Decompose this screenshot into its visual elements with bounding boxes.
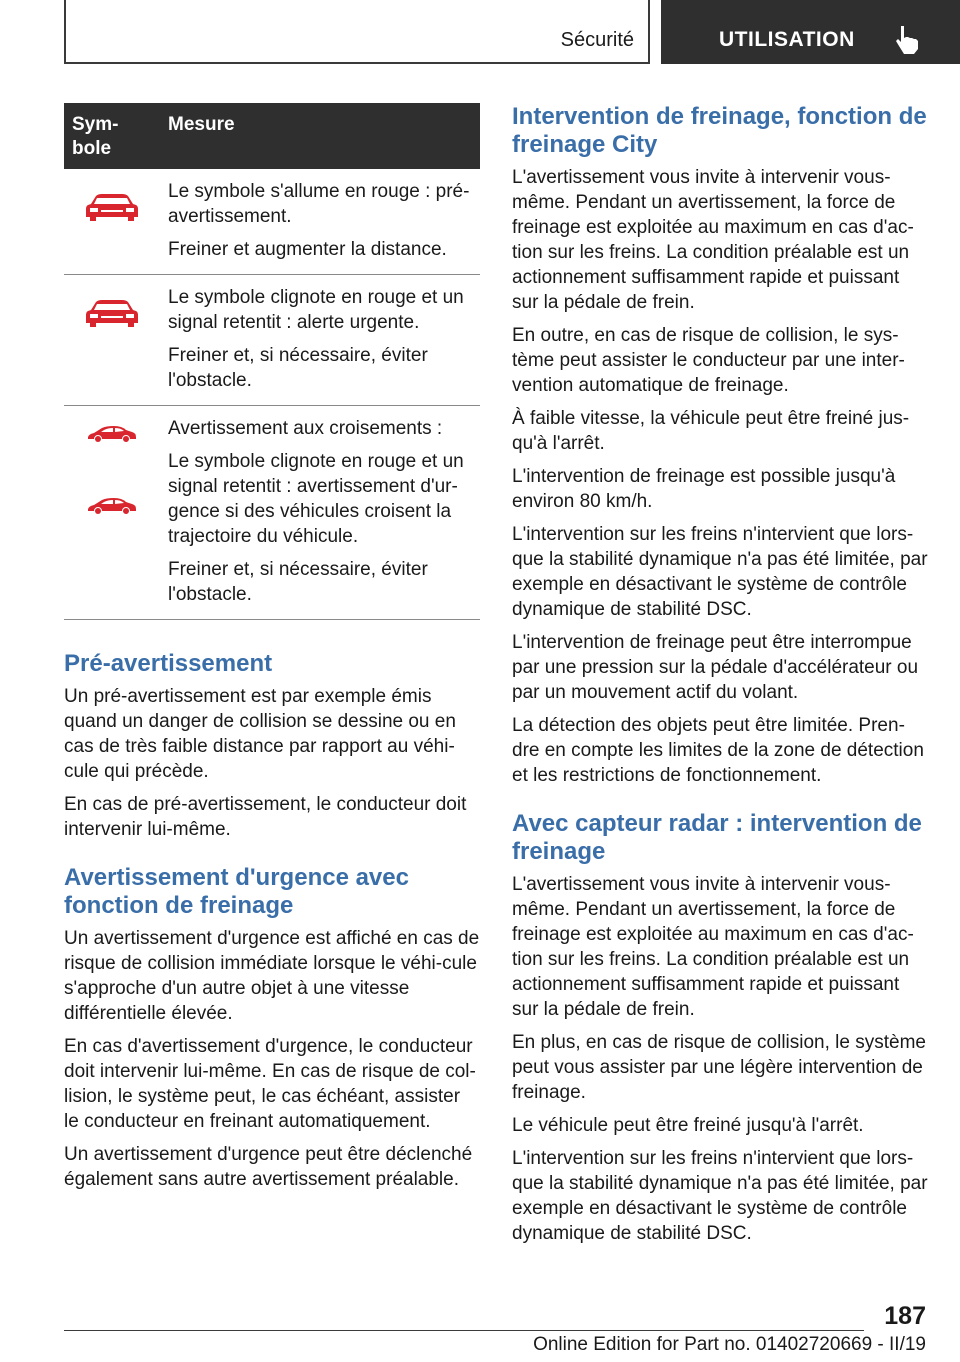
section-heading-urgent-warning: Avertissement d'urgence avec fonction de freinage	[64, 864, 409, 919]
table-header-row	[64, 103, 480, 169]
section-heading-pre-warning: Pré-avertissement	[64, 650, 273, 677]
table-row	[64, 406, 480, 620]
paragraph: En outre, en cas de risque de collision, le sys-tème peut assister le conducteur par une inter-vention automatique de freinage.	[512, 325, 905, 396]
table-cell-symbol	[64, 275, 160, 406]
table-header-symbol: Sym- bole	[64, 103, 160, 169]
paragraph: Le véhicule peut être freiné jusqu'à l'arrêt.	[512, 1115, 864, 1136]
paragraph: Un avertissement d'urgence peut être déclenché également sans autre avertissement préalable.	[64, 1144, 473, 1190]
page-number: 187	[884, 1302, 926, 1330]
table-cell-measure	[160, 275, 480, 406]
symbol-table	[64, 103, 480, 620]
table-cell-measure	[160, 169, 480, 275]
red-car-icon	[84, 193, 140, 223]
red-car-side-icon	[86, 496, 138, 516]
paragraph: L'intervention sur les freins n'intervient que lors-que la stabilité dynamique n'a pas été limitée, par exemple en désactivant le système de contrôle dynamique de stabilité DSC.	[512, 1148, 928, 1244]
table-row	[64, 275, 480, 406]
header-chapter-box	[661, 0, 960, 64]
section-heading-city-braking: Intervention de freinage, fonction de freinage City	[512, 103, 927, 158]
paragraph: Un avertissement d'urgence est affiché en cas de risque de collision immédiate lorsque le véhi-cule s'approche d'un autre objet à une vitesse différentielle élevée.	[64, 928, 480, 1024]
paragraph: En cas d'avertissement d'urgence, le conducteur doit intervenir lui-même. En cas de risque de col-lision, le système peut, le cas échéant, assister le conducteur en freinant automatiquement.	[64, 1036, 476, 1132]
measure-text: Freiner et, si nécessaire, éviter l'obstacle.	[168, 345, 428, 391]
paragraph: La détection des objets peut être limitée. Pren-dre en compte les limites de la zone de détection et les restrictions de fonctionnement.	[512, 715, 924, 786]
measure-text: Le symbole clignote en rouge et un signal retentit : avertissement d'ur-gence si des véhicules croisent la trajectoire du véhicule.	[168, 451, 464, 547]
paragraph: À faible vitesse, la véhicule peut être freiné jus-qu'à l'arrêt.	[512, 408, 910, 454]
table-cell-symbol	[64, 406, 160, 620]
measure-text: Le symbole s'allume en rouge : pré-avertissement.	[168, 181, 470, 227]
paragraph: L'intervention de freinage peut être interrompue par une pression sur la pédale d'accélérateur ou par un mouvement actif du volant.	[512, 632, 919, 703]
table-cell-symbol	[64, 169, 160, 275]
red-car-side-icon	[86, 424, 138, 444]
left-column	[64, 103, 480, 1200]
pointing-hand-icon	[893, 24, 923, 56]
header-section-title: Sécurité	[560, 29, 634, 51]
header-chapter-title: UTILISATION	[719, 28, 855, 51]
right-column	[512, 103, 930, 1254]
paragraph: L'intervention de freinage est possible jusqu'à environ 80 km/h.	[512, 466, 896, 512]
section-heading-radar-braking: Avec capteur radar : intervention de freinage	[512, 810, 922, 865]
measure-text: Freiner et, si nécessaire, éviter l'obstacle.	[168, 559, 428, 605]
footer-edition: Online Edition for Part no. 01402720669 - II/19	[533, 1334, 926, 1355]
table-cell-measure	[160, 406, 480, 620]
table-row	[64, 169, 480, 275]
measure-text: Freiner et augmenter la distance.	[168, 239, 447, 260]
paragraph: L'intervention sur les freins n'intervient que lors-que la stabilité dynamique n'a pas été limitée, par exemple en désactivant le système de contrôle dynamique de stabilité DSC.	[512, 524, 928, 620]
table-header-measure: Mesure	[160, 103, 480, 169]
paragraph: Un pré-avertissement est par exemple émis quand un danger de collision se dessine ou en cas de très faible distance par rapport au véhi-cule qui précède.	[64, 686, 456, 782]
header-section-box	[64, 0, 650, 64]
paragraph: En cas de pré-avertissement, le conducteur doit intervenir lui-même.	[64, 794, 467, 840]
red-car-icon	[84, 299, 140, 329]
paragraph: En plus, en cas de risque de collision, le système peut vous assister par une légère intervention de freinage.	[512, 1032, 926, 1103]
paragraph: L'avertissement vous invite à intervenir vous-même. Pendant un avertissement, la force de freinage est exploitée au maximum en cas d'ac-tion sur les freins. La condition préalable est un actionnement suffisamment rapide et puissant sur la pédale de frein.	[512, 874, 914, 1020]
measure-text: Avertissement aux croisements :	[168, 418, 443, 439]
measure-text: Le symbole clignote en rouge et un signal retentit : alerte urgente.	[168, 287, 464, 333]
paragraph: L'avertissement vous invite à intervenir vous-même. Pendant un avertissement, la force de freinage est exploitée au maximum en cas d'ac-tion sur les freins. La condition préalable est un actionnement suffisamment rapide et puissant sur la pédale de frein.	[512, 167, 914, 313]
footer-divider	[64, 1330, 864, 1331]
